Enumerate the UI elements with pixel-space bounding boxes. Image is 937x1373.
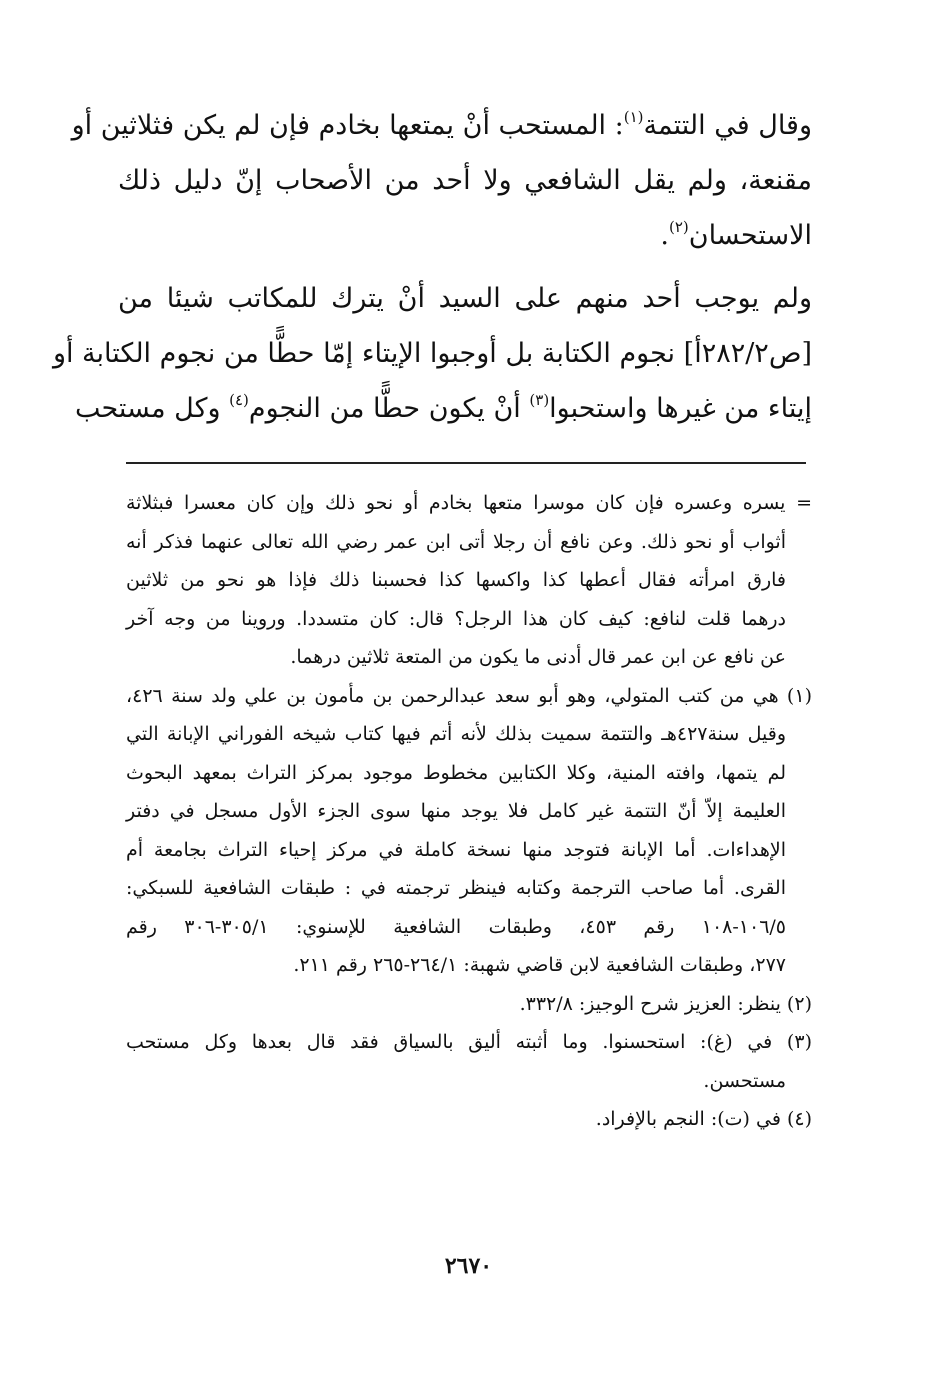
footnote-line: أثواب أو نحو ذلك. وعن نافع أن رجلا أتى ابن عمر رضي الله تعالى عنهما فذكر أنه (126, 530, 786, 553)
footnote-line: الإهداءات. أما الإبانة فتوجد منها نسخة كاملة في مركز إحياء التراث بجامعة أم (126, 838, 786, 861)
footnote-line: وقيل سنة٤٢٧هـ والتتمة سميت بذلك لأنه أتم فيها كتاب شيخه الفوراني الإبانة التي (126, 723, 786, 745)
text-line (118, 271, 812, 326)
footnote-line: = يسره وعسره فإن كان موسرا متعها بخادم أو نحو ذلك وإن كان معسرا فبثلاثة (126, 492, 812, 514)
text-run: أنْ يكون حطًّا من النجوم (248, 393, 530, 424)
footnote-ref: (٢) (668, 218, 689, 236)
text-run: . (660, 220, 669, 251)
text-run: : المستحب أنْ يمتعها بخادم فإن لم يكن فثلاثين أو (71, 110, 624, 141)
footnote-line: لم يتمها، وافته المنية، وكلا الكتابين مخطوط موجود بمركز التراث بمعهد البحوث (126, 761, 786, 784)
footnote-line: (١) هي من كتب المتولي، وهو أبو سعد عبدالرحمن بن مأمون بن علي ولد سنة ٤٢٦، (126, 684, 812, 707)
text-line (71, 98, 812, 153)
text-run: [ص٢٨٢/٢أ] نجوم الكتابة بل أوجبوا الإيتاء إمّا حطًّا من نجوم الكتابة أو (52, 338, 812, 369)
text-run: وكل مستحب (74, 393, 230, 424)
main-text (52, 98, 812, 436)
footnote-line: ٢٧٧، وطبقات الشافعية لابن قاضي شهبة: ٢٦٤/١-٢٦٥ رقم ٢١١. (293, 954, 786, 976)
text-run: مقنعة، ولم يقل الشافعي ولا أحد من الأصحاب إنّ دليل ذلك (118, 165, 812, 196)
footnotes (126, 484, 812, 1139)
text-line (118, 208, 812, 263)
footnote-line: درهما قلت لنافع: كيف كان هذا الرجل؟ قال: كان متسددا. وروينا من وجه آخر (126, 607, 786, 630)
footnote-separator (126, 462, 806, 464)
text-line (74, 381, 812, 436)
paragraph-1 (71, 98, 812, 263)
footnote-line: القرى. أما صاحب الترجمة وكتابه فينظر ترجمته في : طبقات الشافعية للسبكي: (126, 877, 786, 899)
footnote-line: مستحسن. (703, 1069, 786, 1092)
footnote-line: العليمة إلاّ أنّ التتمة غير كامل فلا يوجد منها سوى الجزء الأول مسجل في دفتر (126, 800, 786, 822)
footnote-line: (٢) ينظر: العزيز شرح الوجيز: ٣٣٢/٨. (519, 992, 812, 1015)
text-run: وقال في التتمة (643, 110, 812, 141)
text-run: ولم يوجب أحد منهم على السيد أنْ يترك للمكاتب شيئا من (118, 283, 812, 314)
text-run: الاستحسان (688, 220, 812, 251)
text-line (118, 153, 812, 208)
footnote-line: ١٠٦/٥-١٠٨ رقم ٤٥٣، وطبقات الشافعية للإسنوي: ٣٠٥/١-٣٠٦ رقم (126, 915, 787, 938)
footnote-line: (٤) في (ت): النجم بالإفراد. (595, 1108, 812, 1130)
footnote-ref: (٤) (229, 391, 249, 409)
footnote-line: فارق امرأته فقال أعطها كذا واكسها كذا فحسبنا ذلك فإذا هو نحو من ثلاثين (126, 569, 786, 591)
page-number: ٢٦٧٠ (444, 1253, 493, 1279)
footnote-ref: (١) (623, 108, 644, 126)
text-line (52, 326, 812, 381)
footnote-line: (٣) في (غ): استحسنوا. وما أثبته أليق بالسياق فقد قال بعدها وكل مستحب (126, 1031, 812, 1053)
text-run: إيتاء من غيرها واستحبوا (549, 393, 812, 424)
paragraph-2 (52, 271, 812, 436)
footnote-line: عن نافع عن ابن عمر قال أدنى ما يكون من المتعة ثلاثين درهما. (290, 646, 786, 668)
footnote-ref: (٣) (529, 391, 550, 409)
